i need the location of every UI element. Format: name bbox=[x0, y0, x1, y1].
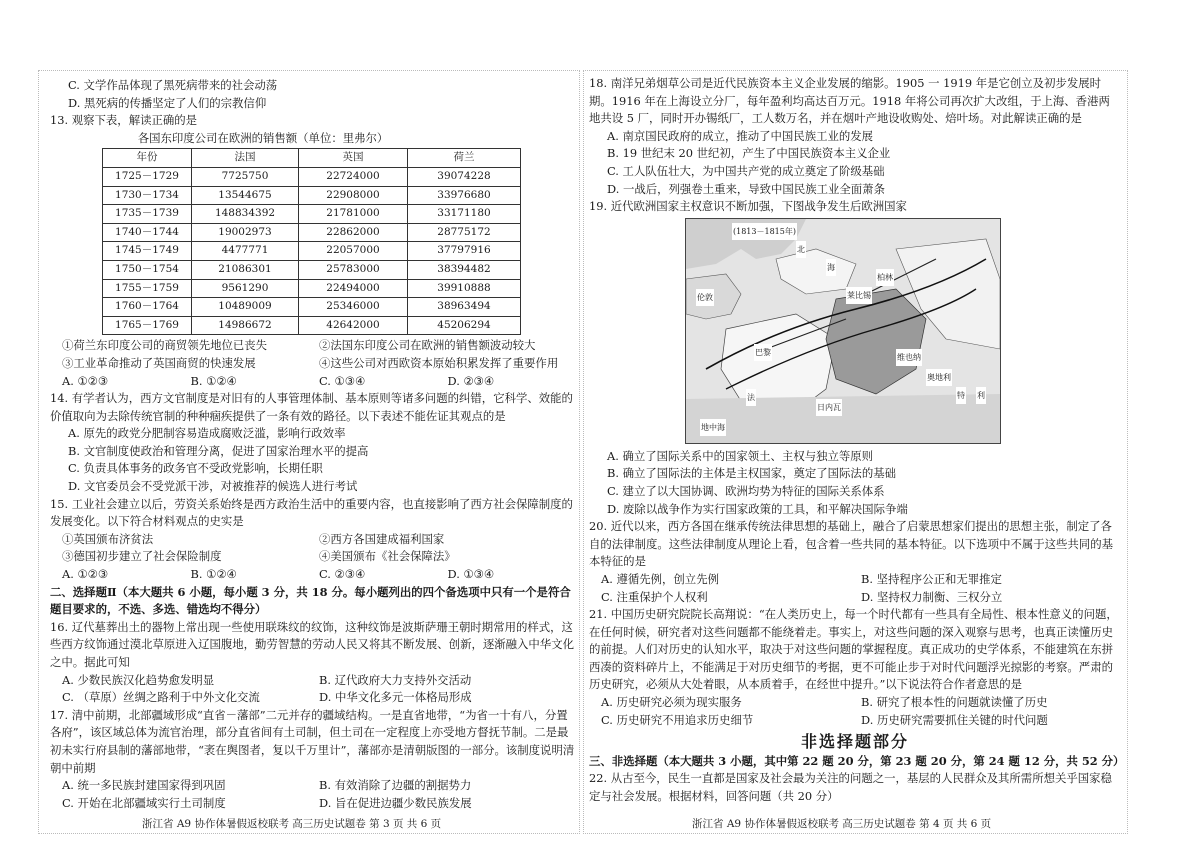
table-cell: 22862000 bbox=[299, 223, 408, 242]
q15-options bbox=[50, 566, 576, 584]
q19-option-b: B. 确立了国际法的主体是主权国家，奠定了国际法的基础 bbox=[607, 466, 896, 481]
q21-stem: 21. 中国历史研究院院长高翔说：“在人类历史上，每一个时代都有一些具有全局性、根本性意义的问题，在任何时候，研究者对这些问题都不能绕着走。事实上，对这些问题的深入观察与思考，也真正读懂历史的前提。人们对历史的认知水平，取决于对这些问题的掌握程度。真正成功的史学体系，不能建筑在东拼西凑的资料碎片上，不能满足于对历史细节的考据，更不可能止步于对时代问题浮光掠影的考察。严肃的历史研究，必须从大处着眼，从本质着手，在经世中提升。”以下说法符合作者意思的是 bbox=[589, 607, 1118, 692]
q18-option-d: D. 一战后，列强卷土重来，导致中国民族工业全面萧条 bbox=[607, 181, 885, 196]
q13-statement-1: ①荷兰东印度公司的商贸领先地位已丧失 bbox=[62, 338, 268, 353]
table-row bbox=[103, 279, 521, 298]
page-3-footer: 浙江省 A9 协作体暑假返校联考 高三历史试题卷 第 3 页 共 6 页 bbox=[142, 818, 442, 830]
header-france: 法国 bbox=[192, 149, 299, 168]
map-label-vienna: 维也纳 bbox=[896, 349, 922, 367]
q16-option-a: A. 少数民族汉化趋势愈发明显 bbox=[62, 672, 215, 687]
q13-option-c: C. ①③④ bbox=[319, 373, 366, 388]
table-cell: 33976680 bbox=[408, 186, 521, 205]
table-cell: 9561290 bbox=[192, 279, 299, 298]
q19-stem: 19. 近代欧洲国家主权意识不断加强，下图战争发生后欧洲国家 bbox=[589, 199, 907, 214]
table-cell: 22908000 bbox=[299, 186, 408, 205]
table-cell: 21781000 bbox=[299, 205, 408, 224]
table-cell: 42642000 bbox=[299, 316, 408, 335]
q13-table-title: 各国东印度公司在欧洲的销售额（单位：里弗尔） bbox=[137, 130, 389, 145]
q20-options-row2 bbox=[589, 589, 1121, 607]
q16-option-d: D. 中华文化多元一体格局形成 bbox=[319, 690, 472, 705]
page-4-footer: 浙江省 A9 协作体暑假返校联考 高三历史试题卷 第 4 页 共 6 页 bbox=[692, 818, 992, 830]
q14-stem: 14. 有学者认为，西方文官制度是对旧有的人事管理体制、基本原则等诸多问题的纠错，它科学、效能的价值取向为去除传统官制的种种痼疾提供了一条有效的路径。以下表述不能佐证其观点的是 bbox=[50, 391, 573, 423]
table-row bbox=[103, 298, 521, 317]
map-graphic bbox=[686, 219, 1000, 443]
q20-options-row1 bbox=[589, 571, 1121, 589]
table-cell: 37797916 bbox=[408, 242, 521, 261]
table-cell: 38963494 bbox=[408, 298, 521, 317]
q13-statements-row1 bbox=[50, 337, 576, 355]
table-cell: 14986672 bbox=[192, 316, 299, 335]
q17-option-d: D. 旨在促进边疆少数民族发展 bbox=[319, 795, 472, 810]
q20-option-d: D. 坚持权力制衡、三权分立 bbox=[861, 589, 1003, 604]
q12-option-d: D. 黑死病的传播坚定了人们的宗教信仰 bbox=[68, 95, 267, 110]
q13-statements-row2 bbox=[50, 355, 576, 373]
q15-option-d: D. ①③④ bbox=[447, 567, 495, 582]
table-cell: 28775172 bbox=[408, 223, 521, 242]
map-label-mediterranean: 地中海 bbox=[700, 419, 726, 437]
table-cell: 45206294 bbox=[408, 316, 521, 335]
table-row bbox=[103, 205, 521, 224]
q13-sales-table bbox=[102, 148, 521, 335]
table-cell: 1755－1759 bbox=[103, 279, 192, 298]
q17-stem: 17. 清中前期，北部疆域形成“直省－藩部”二元并存的疆域结构。一是直省地带，“为省一十有八，分置各府”，该区域总体为流官治理，部分直省间有土司制，但土司在一定程度上亦受地方督抚节制。二是最初未实行府县制的藩部地带，“袤在舆图者，复以千万里计”，藩部亦是清朝版图的一部分。该制度说明清朝中前期 bbox=[50, 707, 575, 775]
table-cell: 10489009 bbox=[192, 298, 299, 317]
q18-stem: 18. 南洋兄弟烟草公司是近代民族资本主义企业发展的缩影。1905 一 1919 年是它创立及初步发展时期。1916 年在上海设立分厂，每年盈利均高达百万元。1918 年将公司再次扩大改组，于上海、香港两地共设 5 厂，同时开办锡纸厂，工人数万名，并在烟叶产地设收购处、焙叶场。对此解读正确的是 bbox=[589, 76, 1110, 126]
q16-options-row2 bbox=[50, 689, 576, 707]
q13-options bbox=[50, 373, 576, 391]
q22-stem: 22. 从古至今，民生一直都是国家及社会最为关注的问题之一，基层的人民群众及其所需所想关乎国家稳定与社会发展。根据材料，回答问题（共 20 分） bbox=[589, 771, 1112, 804]
q15-statement-3: ③德国初步建立了社会保险制度 bbox=[62, 549, 222, 564]
q15-stem: 15. 工业社会建立以后，劳资关系始终是西方政治生活中的重要内容，也直接影响了西方社会保障制度的发展变化。以下符合材料观点的史实是 bbox=[50, 496, 573, 529]
q21-option-d: D. 历史研究需要抓住关键的时代问题 bbox=[861, 712, 1048, 727]
q20-option-c: C. 注重保护个人权利 bbox=[601, 589, 708, 604]
q12-option-c: C. 文学作品体现了黑死病带来的社会动荡 bbox=[68, 78, 278, 92]
table-cell: 39910888 bbox=[408, 279, 521, 298]
map-label-berlin: 柏林 bbox=[876, 269, 894, 287]
table-cell: 25346000 bbox=[299, 298, 408, 317]
table-cell: 1750－1754 bbox=[103, 260, 192, 279]
q16-option-b: B. 辽代政府大力支持外交活动 bbox=[319, 672, 472, 687]
q15-option-c: C. ②③④ bbox=[319, 567, 366, 582]
q14-option-a: A. 原先的政党分肥制容易造成腐败泛滥，影响行政效率 bbox=[68, 426, 346, 441]
table-cell: 1725－1729 bbox=[103, 167, 192, 186]
table-cell: 22494000 bbox=[299, 279, 408, 298]
q15-option-b: B. ①②④ bbox=[190, 567, 237, 582]
table-row bbox=[103, 260, 521, 279]
header-year: 年份 bbox=[103, 149, 192, 168]
table-header-row bbox=[103, 149, 521, 168]
q14-option-c: C. 负责具体事务的政务官不受政党影响，长期任职 bbox=[68, 461, 323, 476]
table-cell: 38394482 bbox=[408, 260, 521, 279]
q15-statements-row1 bbox=[50, 531, 576, 549]
q15-option-a: A. ①②③ bbox=[62, 567, 109, 582]
q13-statement-3: ③工业革命推动了英国商贸的快速发展 bbox=[62, 355, 256, 370]
table-cell: 1745－1749 bbox=[103, 242, 192, 261]
q13-stem: 13. 观察下表，解读正确的是 bbox=[50, 113, 198, 128]
table-cell: 13544675 bbox=[192, 186, 299, 205]
q17-option-a: A. 统一多民族封建国家得到巩固 bbox=[62, 778, 226, 793]
header-netherlands: 荷兰 bbox=[408, 149, 521, 168]
map-label-geneva: 日内瓦 bbox=[816, 399, 842, 417]
table-cell: 33171180 bbox=[408, 205, 521, 224]
map-label-sea: 海 bbox=[826, 259, 836, 277]
map-label-paris: 巴黎 bbox=[754, 344, 772, 362]
non-choice-part-title: 非选择题部分 bbox=[800, 732, 909, 752]
q13-statement-2: ②法国东印度公司在欧洲的销售额波动较大 bbox=[319, 338, 536, 353]
map-label-london: 伦敦 bbox=[696, 289, 714, 307]
q17-option-c: C. 开始在北部疆域实行土司制度 bbox=[62, 795, 226, 810]
q21-options-row2 bbox=[589, 712, 1121, 730]
table-cell: 25783000 bbox=[299, 260, 408, 279]
q19-europe-war-map bbox=[685, 218, 1001, 444]
q17-option-b: B. 有效消除了边疆的割据势力 bbox=[319, 778, 472, 793]
table-cell: 7725750 bbox=[192, 167, 299, 186]
q13-statement-4: ④这些公司对西欧资本原始积累发挥了重要作用 bbox=[319, 355, 559, 370]
table-cell: 1765－1769 bbox=[103, 316, 192, 335]
q20-option-a: A. 遵循先例，创立先例 bbox=[601, 571, 719, 586]
q18-option-c: C. 工人队伍壮大，为中国共产党的成立奠定了阶级基础 bbox=[607, 163, 885, 178]
right-column bbox=[589, 75, 1125, 806]
q13-option-a: A. ①②③ bbox=[62, 373, 109, 388]
header-britain: 英国 bbox=[299, 149, 408, 168]
q19-option-a: A. 确立了国际关系中的国家领土、主权与独立等原则 bbox=[607, 448, 874, 463]
q18-option-b: B. 19 世纪末 20 世纪初，产生了中国民族资本主义企业 bbox=[607, 146, 891, 161]
table-row bbox=[103, 316, 521, 335]
section-2-heading: 二、选择题Ⅱ（本大题共 6 小题，每小题 3 分，共 18 分。每小题列出的四个备选项中只有一个是符合题目要求的，不选、多选、错选均不得分） bbox=[50, 584, 571, 617]
q21-option-c: C. 历史研究不用追求历史细节 bbox=[601, 712, 754, 727]
map-label-austria: 奥地利 bbox=[926, 369, 952, 387]
table-cell: 1740－1744 bbox=[103, 223, 192, 242]
q15-statement-1: ①英国颁布济贫法 bbox=[62, 531, 154, 546]
table-cell: 22724000 bbox=[299, 167, 408, 186]
q14-option-d: D. 文官委员会不受党派干涉，对被推荐的候选人进行考试 bbox=[68, 479, 358, 494]
q19-option-c: C. 建立了以大国协调、欧洲均势为特征的国际关系体系 bbox=[607, 483, 885, 498]
table-cell: 4477771 bbox=[192, 242, 299, 261]
table-cell: 1730－1734 bbox=[103, 186, 192, 205]
left-column bbox=[50, 77, 576, 812]
table-cell: 21086301 bbox=[192, 260, 299, 279]
q13-option-d: D. ②③④ bbox=[447, 373, 495, 388]
map-label-li: 利 bbox=[976, 387, 986, 405]
table-row bbox=[103, 186, 521, 205]
map-label-te: 特 bbox=[956, 387, 966, 405]
q16-options-row1 bbox=[50, 672, 576, 690]
table-row bbox=[103, 223, 521, 242]
q19-option-d: D. 废除以战争作为实行国家政策的工具，和平解决国际争端 bbox=[607, 501, 908, 516]
q16-option-c: C. （草原）丝绸之路利于中外文化交流 bbox=[62, 690, 260, 705]
table-row bbox=[103, 167, 521, 186]
q20-option-b: B. 坚持程序公正和无罪推定 bbox=[861, 571, 1002, 586]
table-cell: 1735－1739 bbox=[103, 205, 192, 224]
table-cell: 19002973 bbox=[192, 223, 299, 242]
q16-stem: 16. 辽代墓葬出土的器物上常出现一些使用联珠纹的纹饰，这种纹饰是波斯萨珊王朝时期常用的样式，这些西方纹饰通过漠北草原进入辽国腹地，勤劳智慧的劳动人民又将其不断发展、创新，逐渐融入中华文化之中。据此可知 bbox=[50, 619, 574, 669]
q17-options-row2 bbox=[50, 795, 576, 813]
q15-statements-row2 bbox=[50, 548, 576, 566]
table-cell: 1760－1764 bbox=[103, 298, 192, 317]
table-cell: 148834392 bbox=[192, 205, 299, 224]
map-label-leipzig: 莱比锡 bbox=[846, 287, 872, 305]
table-row bbox=[103, 242, 521, 261]
q15-statement-2: ②西方各国建成福利国家 bbox=[319, 531, 445, 546]
table-cell: 39074228 bbox=[408, 167, 521, 186]
q15-statement-4: ④美国颁布《社会保障法》 bbox=[319, 549, 456, 564]
q20-stem: 20. 近代以来，西方各国在继承传统法律思想的基础上，融合了启蒙思想家们提出的思想主张，制定了各自的法律制度。这些法律制度从理论上看，包含着一些共同的基本特征。以下选项中不属于这些共同的基本特征的是 bbox=[589, 519, 1113, 569]
section-3-heading: 三、非选择题（本大题共 3 小题，其中第 22 题 20 分，第 23 题 20 分，第 24 题 12 分，共 52 分） bbox=[589, 753, 1125, 768]
q18-option-a: A. 南京国民政府的成立，推动了中国民族工业的发展 bbox=[607, 128, 874, 143]
q21-option-b: B. 研究了根本性的问题就读懂了历史 bbox=[861, 695, 1048, 710]
q21-options-row1 bbox=[589, 694, 1121, 712]
map-label-north: 北 bbox=[796, 241, 806, 259]
q14-option-b: B. 文官制度使政治和管理分离，促进了国家治理水平的提高 bbox=[68, 443, 369, 458]
q21-option-a: A. 历史研究必须为现实服务 bbox=[601, 695, 742, 710]
q13-option-b: B. ①②④ bbox=[190, 373, 237, 388]
table-cell: 22057000 bbox=[299, 242, 408, 261]
map-label-fa: 法 bbox=[746, 389, 756, 407]
q17-options-row1 bbox=[50, 777, 576, 795]
map-title: (1813－1815年) bbox=[732, 223, 797, 241]
